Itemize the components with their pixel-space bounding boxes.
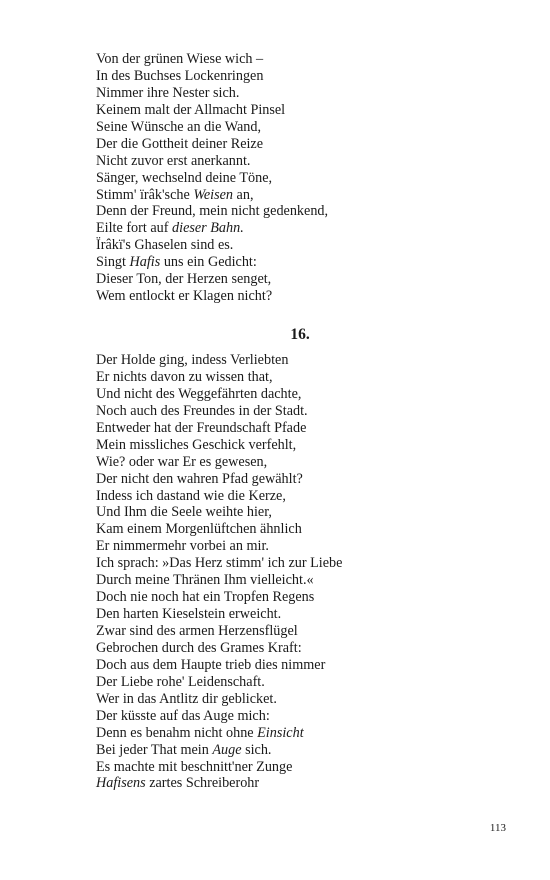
verse-line: Er nimmermehr vorbei an mir.	[96, 538, 269, 555]
verse-line: Noch auch des Freundes in der Stadt.	[96, 402, 308, 419]
verse-line: Doch aus dem Haupte trieb dies nimmer	[96, 656, 326, 673]
page-number: 113	[489, 822, 506, 834]
poem-number-heading: 16.	[290, 326, 310, 343]
verse-line: Seine Wünsche an die Wand,	[96, 118, 261, 135]
verse-line: Mein missliches Geschick verfehlt,	[96, 436, 297, 453]
verse-line: Sänger, wechselnd deine Töne,	[96, 169, 273, 186]
verse-line: Der küsste auf das Auge mich:	[96, 707, 270, 724]
verse-line: Hafisens zartes Schreiberohr	[96, 775, 260, 792]
verse-line: Singt Hafis uns ein Gedicht:	[96, 254, 257, 271]
verse-line: Indess ich dastand wie die Kerze,	[96, 487, 286, 504]
verse-line: Bei jeder That mein Auge sich.	[96, 741, 272, 758]
verse-line: Der Holde ging, indess Verliebten	[96, 352, 289, 368]
verse-line: Und nicht des Weggefährten dachte,	[96, 385, 302, 402]
verse-line: Wem entlockt er Klagen nicht?	[96, 288, 273, 305]
verse-line: Ïrâkï's Ghaselen sind es.	[96, 237, 234, 254]
verse-line: Nicht zuvor erst anerkannt.	[96, 152, 251, 169]
verse-line: Der nicht den wahren Pfad gewählt?	[96, 470, 303, 487]
verse-line: In des Buchses Lockenringen	[96, 67, 264, 84]
verse-line: Eilte fort auf dieser Bahn.	[96, 220, 244, 237]
verse-line: Denn es benahm nicht ohne Einsicht	[96, 724, 304, 741]
verse-line: Von der grünen Wiese wich –	[96, 51, 264, 67]
verse-line: Entweder hat der Freundschaft Pfade	[96, 419, 307, 436]
verse-line: Wie? oder war Er es gewesen,	[96, 453, 268, 470]
verse-line: Der Liebe rohe' Leidenschaft.	[96, 673, 265, 690]
verse-line: Ich sprach: »Das Herz stimm' ich zur Liebe	[96, 555, 343, 572]
poem-16	[96, 352, 496, 792]
verse-line: Denn der Freund, mein nicht gedenkend,	[96, 203, 329, 220]
verse-line: Kam einem Morgenlüftchen ähnlich	[96, 521, 302, 538]
verse-line: Durch meine Thränen Ihm vielleicht.«	[96, 572, 314, 589]
verse-line: Dieser Ton, der Herzen senget,	[96, 271, 272, 288]
verse-line: Doch nie noch hat ein Tropfen Regens	[96, 589, 315, 606]
verse-line: Gebrochen durch des Grames Kraft:	[96, 639, 302, 656]
verse-line: Es machte mit beschnitt'ner Zunge	[96, 758, 293, 775]
verse-line: Nimmer ihre Nester sich.	[96, 84, 240, 101]
verse-line: Stimm' ïrâk'sche Weisen an,	[96, 186, 254, 203]
verse-line: Den harten Kieselstein erweicht.	[96, 606, 282, 623]
verse-line: Der die Gottheit deiner Reize	[96, 135, 264, 152]
verse-line: Zwar sind des armen Herzensflügel	[96, 623, 298, 639]
poem-continuation	[96, 51, 496, 305]
verse-line: Und Ihm die Seele weihte hier,	[96, 504, 272, 521]
verse-line: Keinem malt der Allmacht Pinsel	[96, 101, 286, 118]
verse-line: Er nichts davon zu wissen that,	[96, 368, 273, 385]
verse-line: Wer in das Antlitz dir geblicket.	[96, 690, 277, 707]
